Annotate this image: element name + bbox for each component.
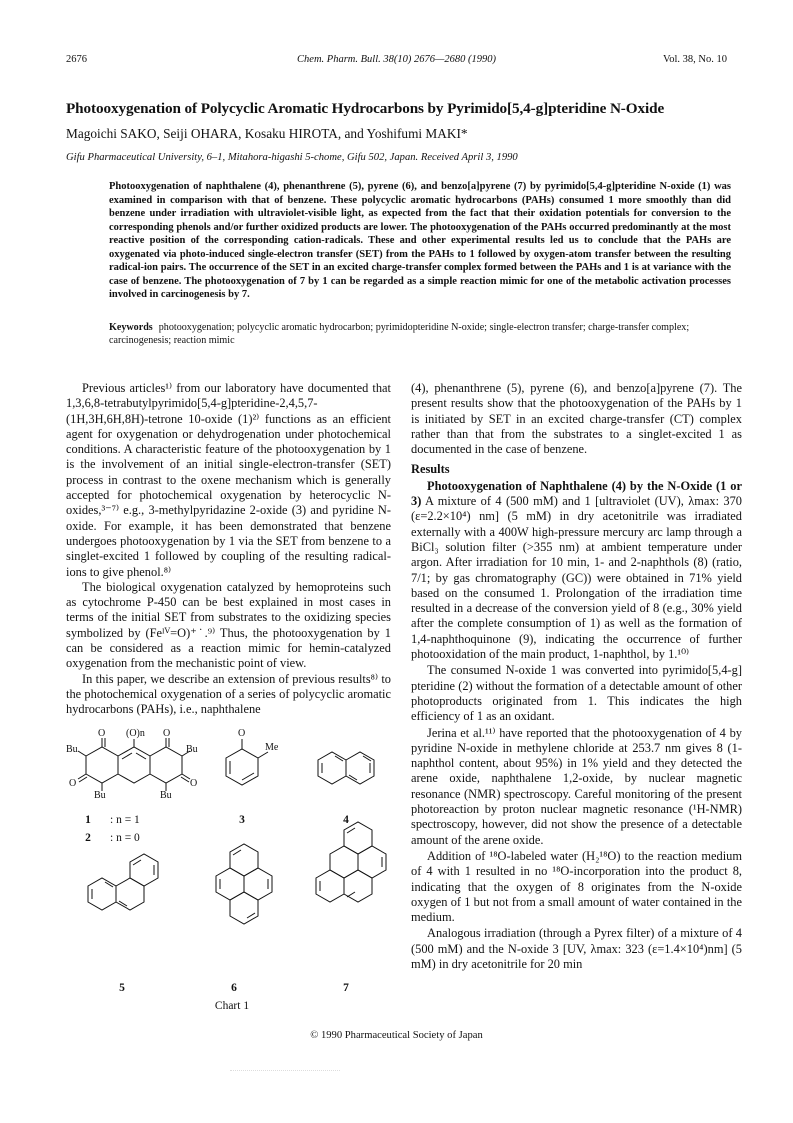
chart-caption: Chart 1 — [214, 1000, 250, 1012]
results-paragraph-1 — [411, 479, 742, 663]
footer-rule — [230, 1070, 340, 1073]
structure-3 — [226, 739, 268, 785]
intro-paragraph-1: Previous articles¹⁾ from our laboratory have documented that 1,3,6,8-tetrabutylpyrimido[5,4-g]pteridine-2,4,5,7-(1H,3H,6H,8H)-tetrone 10-oxide (1)²⁾ functions as an efficient agent for oxygenation or dehydrogenation under photochemical conditions. A characteristic feature of the photooxygenation by 1 is the involvement of an initial single-electron-transfer (SET) process in contrast to the oxene mechanism which is generally accepted for photochemical oxygenation by heterocyclic N-oxides,³⁻⁷⁾ e.g., 3-methylpyridazine 2-oxide (3) and pyridine N-oxide. For example, it has been demonstrated that benzene undergoes photooxygenation by 1 via the SET from benzene to a singlet-excited 1 followed by coupling of the resulting radical-ions to give phenol.⁸⁾ — [66, 381, 391, 579]
intro-continuation: (4), phenanthrene (5), pyrene (6), and benzo[a]pyrene (7). The present results show that the photooxygenation of the PAHs by 1 is initiated by SET in an excited charge-transfer (CT) complex rather than that from the substrates to a singlet-excited 1 as documented in the case of benzene. — [411, 381, 742, 457]
atom-bu: Bu — [66, 744, 78, 755]
compound-1-condition: : n = 1 — [110, 814, 140, 826]
structure-1-2 — [78, 738, 190, 791]
structure-6-ring-d — [230, 892, 258, 924]
atom-o: O — [238, 728, 246, 739]
results-paragraph-1-text: A mixture of 4 (500 mM) and 1 [ultraviolet (UV), λmax: 370 (ε=2.2×10⁴) nm] (5 mM) in dry acetonitrile was irradiated externally with a 400W high-pressure mercury arc lamp through a BiCl₃ solution filter (>355 nm) at ambient temperature under argon. After irradiation for 10 min, 1- and 2-naphthols (8) (ratio, 7/1; by gas chromatography (GC)) were obtained in 71% yield based on the consumed 1. Prolongation of the irradiation time resulted in a decrease of the conversion yield of 8 (e.g., 30% yield after the complete consumption of 1) as well as the formation of 1,4-naphthoquinone (9), indicating the occurrence of further photooxidation of the main product, 1-naphthol, by 1.¹⁰⁾ — [411, 494, 742, 662]
journal-citation: Chem. Pharm. Bull. 38(10) 2676—2680 (1990) — [297, 54, 496, 65]
page-number: 2676 — [66, 54, 87, 65]
structure-7 — [316, 822, 386, 902]
atom-me: Me — [265, 742, 279, 753]
running-header — [66, 54, 727, 68]
structure-7-ring-c — [330, 846, 358, 878]
structure-1-double-bond — [122, 753, 132, 759]
right-column — [411, 381, 742, 972]
structure-6 — [216, 844, 272, 924]
compound-label-6: 6 — [231, 982, 237, 994]
intro-paragraph-2: The biological oxygenation catalyzed by hemoproteins such as cytochrome P-450 can be best explained in most cases in terms of the initial SET from substrates to the oxidizing species symbolized by (Feᴵⱽ=O)⁺˙.⁹⁾ Thus, the photooxygenation by 1 can be considered as a reaction mimic for hemin-catalyzed oxygenation from the mechanistic point of view. — [66, 579, 391, 671]
compound-label-7: 7 — [343, 982, 349, 994]
keywords-text: photooxygenation; polycyclic aromatic hydrocarbon; pyrimidopteridine N-oxide; single-electron transfer; charge-transfer complex; carcinogenesis; reaction mimic — [109, 322, 690, 346]
structure-7-ring-e — [344, 822, 372, 854]
atom-bu: Bu — [186, 744, 198, 755]
structure-6-ring-c — [230, 844, 258, 876]
atom-bu: Bu — [94, 790, 106, 801]
abstract: Photooxygenation of naphthalene (4), phenanthrene (5), pyrene (6), and benzo[a]pyrene (7) by pyrimido[5,4-g]pteridine N-oxide (1) was examined in comparison with that of benzene. These polycyclic aromatic hydrocarbons (PAHs) consumed 1 more smoothly than did benzene under irradiation with ultraviolet-visible light, as expected from the fact that their oxidation potentials for conversion to the corresponding phenols and/or further oxidized products are lower. The photooxygenation of the PAHs occurred predominantly at the most reactive position of the corresponding cation-radicals. These and other experimental results led us to conclude that the PAHs are oxygenated via photo-induced single-electron transfer (SET) from the PAHs to 1 followed by oxygen-atom transfer between the resulting radical-ion pairs. The occurrence of the SET in an excited charge-transfer complex formed between the PAHs and 1 is at variance with the case of benzene. The photooxygenation of 7 by 1 can be regarded as a simple reaction mimic for one of the metabolic activation processes involved in carcinogenesis by 7. — [109, 181, 731, 300]
structure-1-ring-right — [150, 747, 182, 783]
results-paragraph-3: Jerina et al.¹¹⁾ have reported that the photooxygenation of 4 by pyridine N-oxide in methylene chloride at 253.7 nm gives 8 (1-naphthol content, about 95%) in 1% yield and they detected the arene oxide, naphthalene 1,2-oxide, by nuclear magnetic resonance (NMR) spectroscopy. Careful monitoring of the present photoreaction by proton nuclear magnetic resonance (¹H-NMR) spectroscopy, however, did not show the presence of a detectable amount of the arene oxide. — [411, 725, 742, 847]
structure-5 — [88, 854, 158, 910]
copyright-notice: © 1990 Pharmaceutical Society of Japan — [310, 1030, 483, 1041]
volume-issue: Vol. 38, No. 10 — [663, 54, 727, 65]
compound-label-1: 1 — [85, 814, 91, 826]
atom-on: (O)n — [126, 728, 145, 739]
structure-7-ring-b — [344, 870, 372, 902]
compound-label-4: 4 — [343, 814, 349, 826]
results-subheading: Photooxygenation of Naphthalene (4) by the N-Oxide (1 or 3) — [411, 478, 742, 509]
compound-label-5: 5 — [119, 982, 125, 994]
left-column — [66, 381, 391, 718]
compound-label-3: 3 — [239, 814, 245, 826]
structure-4 — [318, 752, 374, 784]
structure-1-ring-middle — [118, 747, 150, 783]
atom-o: O — [190, 778, 198, 789]
atom-bu: Bu — [160, 790, 172, 801]
compound-label-2: 2 — [85, 832, 91, 844]
keywords-label: Keywords — [109, 322, 153, 333]
keywords — [109, 322, 731, 347]
atom-o: O — [69, 778, 77, 789]
results-paragraph-2: The consumed N-oxide 1 was converted into pyrimido[5,4-g] pteridine (2) without the formation of a detectable amount of other photoproducts originated from 1. This indicates the high efficiency of 1 as an oxidant. — [411, 663, 742, 724]
author-list: Magoichi SAKO, Seiji OHARA, Kosaku HIROTA, and Yoshifumi MAKI* — [66, 126, 468, 141]
chart-1 — [66, 728, 391, 1024]
results-heading: Results — [411, 462, 450, 477]
intro-paragraph-3: In this paper, we describe an extension of previous results⁸⁾ to the photochemical oxygenation of a series of polycyclic aromatic hydrocarbons (PAHs), i.e., naphthalene — [66, 671, 391, 717]
article-title: Photooxygenation of Polycyclic Aromatic Hydrocarbons by Pyrimido[5,4-g]pteridine N-Oxide — [66, 100, 665, 117]
atom-o: O — [163, 728, 171, 739]
structure-drawings — [66, 728, 391, 1024]
affiliation: Gifu Pharmaceutical University, 6–1, Mitahora-higashi 5-chome, Gifu 502, Japan. Received April 3, 1990 — [66, 152, 518, 163]
results-paragraph-4: Addition of ¹⁸O-labeled water (H₂¹⁸O) to the reaction medium of 4 with 1 resulted in no ¹⁸O-incorporation into the product 8, indicating that the oxygen of 8 originates from the N-oxide oxygen of 1 but not from a small amount of water contained in the medium. — [411, 848, 742, 925]
structure-1-ring-left — [86, 747, 118, 783]
results-paragraph-5: Analogous irradiation (through a Pyrex filter) of a mixture of 4 (500 mM) and the N-oxide 3 [UV, λmax: 323 (ε=1.4×10⁴)nm] (5 mM) in dry acetonitrile for 20 min — [411, 926, 742, 971]
atom-o: O — [98, 728, 106, 739]
structure-5-ring-b — [116, 878, 144, 910]
compound-2-condition: : n = 0 — [110, 832, 140, 844]
